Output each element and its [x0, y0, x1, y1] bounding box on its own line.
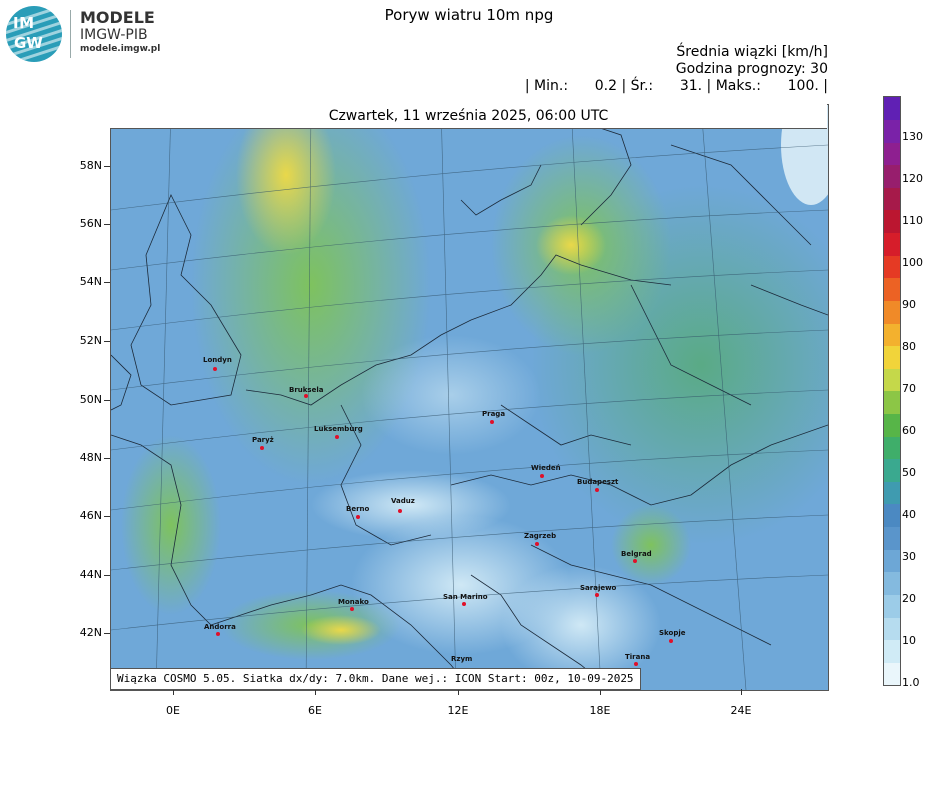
lat-tick [104, 282, 110, 283]
colorbar-label-80: 80 [902, 340, 916, 353]
stats-line: | Min.: 0.2 | Śr.: 31. | Maks.: 100. | [524, 78, 828, 94]
forecast-date-bar: Czwartek, 11 września 2025, 06:00 UTC [110, 104, 827, 129]
lon-label-0e: 0E [166, 704, 180, 717]
city-label-monaco: Monako [338, 598, 369, 606]
city-dot-monaco [350, 607, 354, 611]
lat-tick [104, 516, 110, 517]
colorbar-label-10: 10 [902, 634, 916, 647]
lon-label-12e: 12E [447, 704, 469, 717]
colorbar-label-1: 1.0 [902, 676, 920, 689]
units-label: Średnia wiązki [km/h] [676, 44, 828, 60]
colorbar-segment [884, 346, 900, 369]
colorbar-segment [884, 595, 900, 618]
lat-label-44n: 44N [79, 568, 102, 581]
colorbar-segment [884, 459, 900, 482]
colorbar-segment [884, 617, 900, 640]
brand-url[interactable]: modele.imgw.pl [80, 44, 161, 54]
map-canvas [111, 105, 828, 690]
city-dot-sarajevo [595, 593, 599, 597]
city-label-vienna: Wiedeń [531, 464, 561, 472]
colorbar-segment [884, 255, 900, 278]
lat-label-50n: 50N [79, 393, 102, 406]
colorbar-segment [884, 572, 900, 595]
city-label-skopje: Skopje [659, 629, 686, 637]
colorbar-segment [884, 233, 900, 256]
logo-badge-text-top: IM [13, 14, 35, 32]
lon-tick [741, 689, 742, 695]
brand-subtitle: IMGW-PIB [80, 27, 148, 43]
city-dot-paris [260, 446, 264, 450]
colorbar-segment [884, 120, 900, 143]
colorbar-label-60: 60 [902, 424, 916, 437]
city-dot-zagreb [535, 542, 539, 546]
colorbar-segment [884, 414, 900, 437]
colorbar-label-20: 20 [902, 592, 916, 605]
city-dot-vaduz [398, 509, 402, 513]
lat-tick [104, 633, 110, 634]
colorbar-segment [884, 323, 900, 346]
lat-label-46n: 46N [79, 509, 102, 522]
colorbar-segment [884, 165, 900, 188]
lat-label-56n: 56N [79, 217, 102, 230]
colorbar-segment [884, 368, 900, 391]
lat-label-58n: 58N [79, 159, 102, 172]
lat-label-54n: 54N [79, 275, 102, 288]
page-title: Poryw wiatru 10m npg [384, 6, 554, 24]
city-dot-london [213, 367, 217, 371]
lat-label-48n: 48N [79, 451, 102, 464]
lon-label-24e: 24E [730, 704, 752, 717]
colorbar-segment [884, 97, 900, 120]
city-label-luxembourg: Luksemburg [314, 425, 363, 433]
colorbar-segment [884, 436, 900, 459]
city-dot-budapest [595, 488, 599, 492]
city-label-zagreb: Zagrzeb [524, 532, 557, 540]
city-dot-luxembourg [335, 435, 339, 439]
city-label-tirana: Tirana [625, 653, 651, 661]
city-dot-skopje [669, 639, 673, 643]
city-dot-prague [490, 420, 494, 424]
colorbar-segment [884, 278, 900, 301]
city-label-brussels: Bruksela [289, 386, 324, 394]
lat-label-42n: 42N [79, 626, 102, 639]
lat-tick [104, 400, 110, 401]
model-info-note: Wiązka COSMO 5.05. Siatka dx/dy: 7.0km. Dane wej.: ICON Start: 00z, 10-09-2025 [110, 668, 641, 690]
city-label-san-marino: San Marino [443, 593, 488, 601]
colorbar-segment [884, 549, 900, 572]
colorbar-label-120: 120 [902, 172, 923, 185]
lat-label-52n: 52N [79, 334, 102, 347]
city-label-paris: Paryż [252, 436, 274, 444]
city-label-vaduz: Vaduz [391, 497, 415, 505]
colorbar-segment [884, 504, 900, 527]
forecast-hour-label: Godzina prognozy: 30 [675, 61, 828, 77]
city-dot-bern [356, 515, 360, 519]
colorbar-segment [884, 481, 900, 504]
city-label-prague: Praga [482, 410, 506, 418]
colorbar-label-130: 130 [902, 130, 923, 143]
colorbar-label-50: 50 [902, 466, 916, 479]
logo-badge-text-bottom: GW [14, 34, 43, 52]
city-dot-san-marino [462, 602, 466, 606]
colorbar-segment [884, 187, 900, 210]
colorbar-segment [884, 640, 900, 663]
colorbar-segment [884, 391, 900, 414]
brand-title: MODELE [80, 8, 155, 27]
lon-label-6e: 6E [308, 704, 322, 717]
colorbar-segment [884, 662, 900, 685]
lat-tick [104, 575, 110, 576]
colorbar-label-30: 30 [902, 550, 916, 563]
lat-tick [104, 166, 110, 167]
colorbar-segment [884, 142, 900, 165]
lon-label-18e: 18E [589, 704, 611, 717]
city-label-andorra: Andorra [204, 623, 236, 631]
wind-gust-map [110, 104, 829, 691]
city-label-sarajevo: Sarajewo [580, 584, 617, 592]
city-label-london: Londyn [203, 356, 232, 364]
lat-tick [104, 224, 110, 225]
city-label-bern: Berno [346, 505, 370, 513]
lat-tick [104, 341, 110, 342]
city-label-rome: Rzym [451, 655, 473, 663]
colorbar-segment [884, 210, 900, 233]
city-label-budapest: Budapeszt [577, 478, 619, 486]
colorbar-label-110: 110 [902, 214, 923, 227]
city-dot-vienna [540, 474, 544, 478]
city-dot-belgrade [633, 559, 637, 563]
colorbar-label-90: 90 [902, 298, 916, 311]
colorbar-segment [884, 527, 900, 550]
city-label-belgrade: Belgrad [621, 550, 652, 558]
city-dot-brussels [304, 394, 308, 398]
lat-tick [104, 458, 110, 459]
city-dot-tirana [634, 662, 638, 666]
colorbar-label-100: 100 [902, 256, 923, 269]
city-dot-andorra [216, 632, 220, 636]
colorbar-label-40: 40 [902, 508, 916, 521]
colorbar-label-70: 70 [902, 382, 916, 395]
colorbar-segment [884, 301, 900, 324]
colorbar [883, 96, 901, 686]
